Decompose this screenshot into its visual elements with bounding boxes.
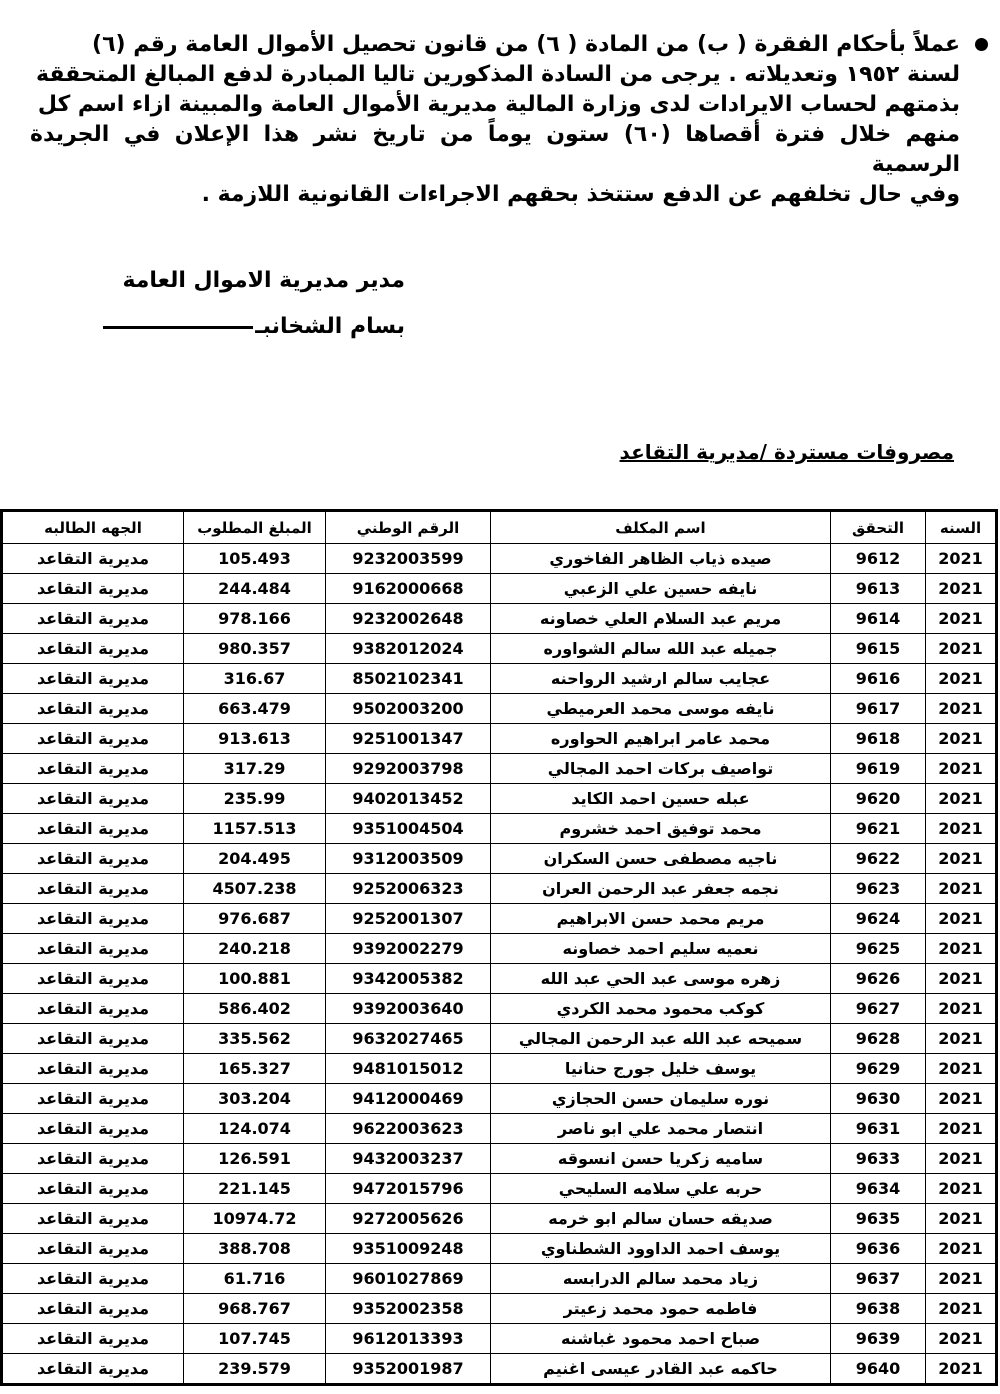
cell-amount: 388.708 [184,1234,326,1264]
cell-requesting-entity: مديرية التقاعد [3,1354,184,1384]
cell-name: زهره موسى عبد الحي عبد الله [491,964,831,994]
cell-national-id: 9502003200 [326,694,491,724]
header-assessment: التحقق [831,512,926,544]
cell-assessment: 9640 [831,1354,926,1384]
table-row [3,1174,996,1204]
cell-year: 2021 [926,934,996,964]
cell-national-id: 9252006323 [326,874,491,904]
table-row [3,1114,996,1144]
cell-assessment: 9634 [831,1174,926,1204]
cell-assessment: 9622 [831,844,926,874]
cell-assessment: 9626 [831,964,926,994]
cell-assessment: 9616 [831,664,926,694]
cell-assessment: 9636 [831,1234,926,1264]
cell-requesting-entity: مديرية التقاعد [3,904,184,934]
cell-national-id: 9432003237 [326,1144,491,1174]
cell-year: 2021 [926,1264,996,1294]
cell-requesting-entity: مديرية التقاعد [3,604,184,634]
header-amount: المبلغ المطلوب [184,512,326,544]
cell-assessment: 9629 [831,1054,926,1084]
cell-requesting-entity: مديرية التقاعد [3,724,184,754]
cell-amount: 1157.513 [184,814,326,844]
table-row [3,634,996,664]
cell-requesting-entity: مديرية التقاعد [3,1114,184,1144]
cell-assessment: 9620 [831,784,926,814]
cell-year: 2021 [926,1234,996,1264]
table-row [3,1264,996,1294]
cell-amount: 221.145 [184,1174,326,1204]
table-row [3,724,996,754]
cell-assessment: 9623 [831,874,926,904]
cell-name: صباح احمد محمود غباشنه [491,1324,831,1354]
table-row [3,1204,996,1234]
cell-requesting-entity: مديرية التقاعد [3,1144,184,1174]
cell-requesting-entity: مديرية التقاعد [3,934,184,964]
cell-name: محمد عامر ابراهيم الحواوره [491,724,831,754]
table-title: مصروفات مستردة /مديرية التقاعد [619,440,954,464]
cell-assessment: 9619 [831,754,926,784]
cell-requesting-entity: مديرية التقاعد [3,994,184,1024]
cell-national-id: 9272005626 [326,1204,491,1234]
table-row [3,694,996,724]
signature-title: مدير مديرية الاموال العامة [122,268,405,293]
cell-requesting-entity: مديرية التقاعد [3,754,184,784]
cell-amount: 244.484 [184,574,326,604]
cell-name: يوسف احمد الداوود الشطناوي [491,1234,831,1264]
cell-year: 2021 [926,574,996,604]
cell-national-id: 9382012024 [326,634,491,664]
cell-name: جميله عبد الله سالم الشواوره [491,634,831,664]
cell-national-id: 9252001307 [326,904,491,934]
cell-amount: 316.67 [184,664,326,694]
notice-line: وفي حال تخلفهم عن الدفع ستتخذ بحقهم الاجراءات القانونية اللازمة . [201,182,960,207]
cell-national-id: 9352001987 [326,1354,491,1384]
cell-year: 2021 [926,1054,996,1084]
table-row [3,1294,996,1324]
cell-year: 2021 [926,544,996,574]
cell-assessment: 9612 [831,544,926,574]
cell-year: 2021 [926,1204,996,1234]
cell-name: حربه علي سلامه السليحي [491,1174,831,1204]
cell-national-id: 9292003798 [326,754,491,784]
cell-national-id: 9312003509 [326,844,491,874]
cell-amount: 61.716 [184,1264,326,1294]
signature-block [103,314,405,339]
cell-assessment: 9624 [831,904,926,934]
cell-year: 2021 [926,604,996,634]
cell-year: 2021 [926,1354,996,1384]
header-name: اسم المكلف [491,512,831,544]
cell-assessment: 9614 [831,604,926,634]
cell-amount: 317.29 [184,754,326,784]
table-header-row [3,512,996,544]
table-row [3,1144,996,1174]
table-body [3,544,996,1384]
cell-year: 2021 [926,724,996,754]
signature-underline [103,326,253,329]
table-row [3,874,996,904]
cell-year: 2021 [926,904,996,934]
cell-name: نايفه موسى محمد العرميطي [491,694,831,724]
cell-name: عجايب سالم ارشيد الرواحنه [491,664,831,694]
notice-line: منهم خلال فترة أقصاها (٦٠) ستون يوماً من تاريخ نشر هذا الإعلان في الجريدة الرسمية [30,122,960,177]
cell-amount: 107.745 [184,1324,326,1354]
table-row [3,1234,996,1264]
cell-national-id: 9162000668 [326,574,491,604]
cell-year: 2021 [926,1294,996,1324]
cell-requesting-entity: مديرية التقاعد [3,964,184,994]
notice-line: لسنة ١٩٥٢ وتعديلاته . يرجى من السادة المذكورين تاليا المبادرة لدفع المبالغ المتحققة [35,62,960,87]
cell-name: نوره سليمان حسن الحجازي [491,1084,831,1114]
cell-amount: 235.99 [184,784,326,814]
cell-assessment: 9613 [831,574,926,604]
table-row [3,544,996,574]
cell-amount: 126.591 [184,1144,326,1174]
cell-assessment: 9631 [831,1114,926,1144]
cell-requesting-entity: مديرية التقاعد [3,544,184,574]
cell-assessment: 9618 [831,724,926,754]
cell-amount: 978.166 [184,604,326,634]
cell-year: 2021 [926,994,996,1024]
cell-name: نايفه حسين علي الزعبي [491,574,831,604]
table-row [3,934,996,964]
cell-year: 2021 [926,754,996,784]
cell-year: 2021 [926,964,996,994]
cell-requesting-entity: مديرية التقاعد [3,574,184,604]
cell-name: نعميه سليم احمد خصاونه [491,934,831,964]
cell-national-id: 9622003623 [326,1114,491,1144]
cell-assessment: 9639 [831,1324,926,1354]
table-row [3,964,996,994]
cell-name: كوكب محمود محمد الكردي [491,994,831,1024]
cell-amount: 980.357 [184,634,326,664]
cell-year: 2021 [926,874,996,904]
cell-requesting-entity: مديرية التقاعد [3,694,184,724]
cell-assessment: 9627 [831,994,926,1024]
notice-paragraph [30,30,960,210]
cell-name: تواصيف بركات احمد المجالي [491,754,831,784]
cell-requesting-entity: مديرية التقاعد [3,1024,184,1054]
cell-amount: 124.074 [184,1114,326,1144]
cell-amount: 105.493 [184,544,326,574]
cell-year: 2021 [926,1144,996,1174]
cell-year: 2021 [926,694,996,724]
cell-national-id: 9392003640 [326,994,491,1024]
cell-year: 2021 [926,814,996,844]
table-row [3,904,996,934]
table-row [3,574,996,604]
cell-requesting-entity: مديرية التقاعد [3,634,184,664]
cell-assessment: 9628 [831,1024,926,1054]
cell-national-id: 9351004504 [326,814,491,844]
cell-name: صديقه حسان سالم ابو خرمه [491,1204,831,1234]
cell-national-id: 9352002358 [326,1294,491,1324]
cell-assessment: 9635 [831,1204,926,1234]
cell-national-id: 9232003599 [326,544,491,574]
cell-national-id: 8502102341 [326,664,491,694]
cell-national-id: 9632027465 [326,1024,491,1054]
bullet-icon [975,38,988,51]
cell-assessment: 9630 [831,1084,926,1114]
cell-assessment: 9617 [831,694,926,724]
cell-amount: 204.495 [184,844,326,874]
cell-requesting-entity: مديرية التقاعد [3,664,184,694]
cell-name: فاطمه حمود محمد زعيتر [491,1294,831,1324]
cell-national-id: 9472015796 [326,1174,491,1204]
cell-year: 2021 [926,664,996,694]
cell-year: 2021 [926,1324,996,1354]
signature-name: بسام الشخانبـ [255,314,405,339]
cell-national-id: 9601027869 [326,1264,491,1294]
cell-national-id: 9612013393 [326,1324,491,1354]
cell-year: 2021 [926,1024,996,1054]
cell-national-id: 9251001347 [326,724,491,754]
cell-name: صيده ذياب الظاهر الفاخوري [491,544,831,574]
cell-assessment: 9638 [831,1294,926,1324]
cell-national-id: 9481015012 [326,1054,491,1084]
cell-requesting-entity: مديرية التقاعد [3,814,184,844]
cell-amount: 913.613 [184,724,326,754]
cell-year: 2021 [926,1174,996,1204]
table-row [3,664,996,694]
cell-year: 2021 [926,1114,996,1144]
cell-name: ساميه زكريا حسن انسوقه [491,1144,831,1174]
cell-name: محمد توفيق احمد خشروم [491,814,831,844]
table-row [3,1054,996,1084]
table-row [3,604,996,634]
cell-amount: 239.579 [184,1354,326,1384]
cell-assessment: 9633 [831,1144,926,1174]
cell-national-id: 9342005382 [326,964,491,994]
cell-assessment: 9637 [831,1264,926,1294]
cell-requesting-entity: مديرية التقاعد [3,784,184,814]
cell-amount: 586.402 [184,994,326,1024]
cell-name: حاكمه عبد القادر عيسى اغنيم [491,1354,831,1384]
cell-national-id: 9392002279 [326,934,491,964]
cell-requesting-entity: مديرية التقاعد [3,1324,184,1354]
cell-amount: 663.479 [184,694,326,724]
cell-requesting-entity: مديرية التقاعد [3,1054,184,1084]
cell-requesting-entity: مديرية التقاعد [3,1204,184,1234]
cell-requesting-entity: مديرية التقاعد [3,1294,184,1324]
cell-requesting-entity: مديرية التقاعد [3,1264,184,1294]
table-row [3,1324,996,1354]
notice-line: عملاً بأحكام الفقرة ( ب) من المادة ( ٦) من قانون تحصيل الأموال العامة رقم (٦) [92,32,960,57]
cell-requesting-entity: مديرية التقاعد [3,844,184,874]
data-table [2,511,996,1384]
table-row [3,994,996,1024]
cell-amount: 968.767 [184,1294,326,1324]
cell-name: انتصار محمد علي ابو ناصر [491,1114,831,1144]
cell-national-id: 9402013452 [326,784,491,814]
cell-year: 2021 [926,844,996,874]
cell-amount: 303.204 [184,1084,326,1114]
header-national-id: الرقم الوطني [326,512,491,544]
cell-amount: 240.218 [184,934,326,964]
cell-national-id: 9412000469 [326,1084,491,1114]
cell-amount: 165.327 [184,1054,326,1084]
table-row [3,754,996,784]
cell-year: 2021 [926,784,996,814]
cell-name: مريم عبد السلام العلي خصاونه [491,604,831,634]
cell-amount: 976.687 [184,904,326,934]
header-requesting-entity: الجهه الطالبه [3,512,184,544]
cell-requesting-entity: مديرية التقاعد [3,874,184,904]
cell-amount: 100.881 [184,964,326,994]
cell-requesting-entity: مديرية التقاعد [3,1234,184,1264]
cell-name: عبله حسين احمد الكايد [491,784,831,814]
header-year: السنه [926,512,996,544]
cell-name: نجمه جعفر عبد الرحمن العران [491,874,831,904]
cell-assessment: 9625 [831,934,926,964]
table-row [3,784,996,814]
table-row [3,1024,996,1054]
cell-name: مريم محمد حسن الابراهيم [491,904,831,934]
table-row [3,1354,996,1384]
cell-amount: 4507.238 [184,874,326,904]
cell-amount: 335.562 [184,1024,326,1054]
cell-year: 2021 [926,634,996,664]
cell-name: ناجيه مصطفى حسن السكران [491,844,831,874]
notice-line: بذمتهم لحساب الايرادات لدى وزارة المالية مديرية الأموال العامة والمبينة ازاء اسم كل [37,92,960,117]
cell-name: زياد محمد سالم الدرابسه [491,1264,831,1294]
cell-year: 2021 [926,1084,996,1114]
cell-name: سميحه عبد الله عبد الرحمن المجالي [491,1024,831,1054]
cell-national-id: 9232002648 [326,604,491,634]
cell-name: يوسف خليل جورج حنانيا [491,1054,831,1084]
table-row [3,1084,996,1114]
cell-assessment: 9621 [831,814,926,844]
cell-amount: 10974.72 [184,1204,326,1234]
table-row [3,844,996,874]
cell-assessment: 9615 [831,634,926,664]
cell-requesting-entity: مديرية التقاعد [3,1174,184,1204]
table-row [3,814,996,844]
cell-requesting-entity: مديرية التقاعد [3,1084,184,1114]
cell-national-id: 9351009248 [326,1234,491,1264]
